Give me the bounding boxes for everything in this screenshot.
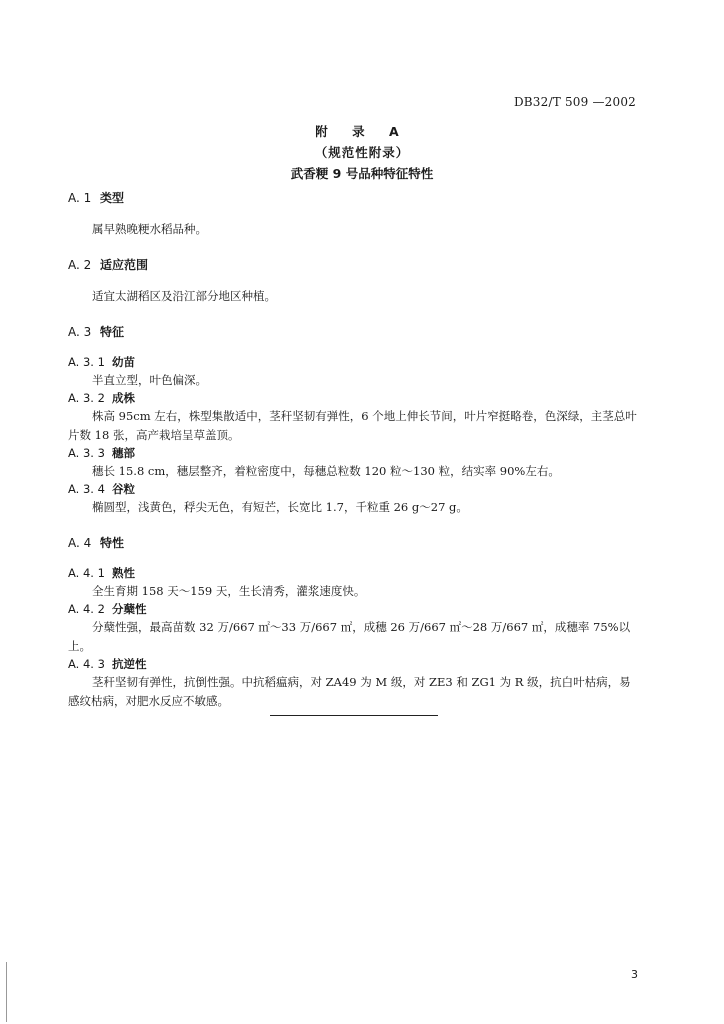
- appendix-title: 武香粳 9 号品种特征特性: [290, 166, 434, 181]
- section-number: A. 4: [68, 536, 92, 550]
- subsection-title: 谷粒: [112, 482, 135, 496]
- subsection-number: A. 3. 1: [68, 355, 105, 369]
- subsection-heading: [68, 390, 638, 407]
- subsection-title: 穗部: [112, 446, 135, 460]
- subsection-paragraph: 株高 95cm 左右，株型集散适中，茎秆坚韧有弹性，6 个地上伸长节间，叶片窄挺略卷，色深绿，主茎总叶片数 18 张，高产栽培呈草盖顶。: [68, 409, 637, 442]
- section-heading: [68, 321, 638, 343]
- section-title: 类型: [100, 191, 125, 205]
- subsection-heading: [68, 445, 638, 462]
- subsection-heading: [68, 656, 638, 673]
- section-heading: [68, 254, 638, 276]
- page-number: 3: [631, 968, 638, 981]
- subsection-paragraph: 椭圆型，浅黄色，稃尖无色，有短芒，长宽比 1.7，千粒重 26 g～27 g。: [92, 500, 468, 514]
- subsection-number: A. 4. 3: [68, 657, 105, 671]
- subsection-number: A. 4. 1: [68, 566, 105, 580]
- section-title: 适应范围: [100, 258, 149, 272]
- subsection-number: A. 3. 3: [68, 446, 105, 460]
- section-title: 特性: [100, 536, 125, 550]
- section-paragraph: 属早熟晚粳水稻品种。: [92, 222, 207, 236]
- end-rule: [270, 715, 438, 716]
- subsection-title: 分蘖性: [112, 602, 147, 616]
- subsection-paragraph: 半直立型，叶色偏深。: [92, 373, 207, 387]
- section-number: A. 1: [68, 191, 92, 205]
- section-title: 特征: [100, 325, 125, 339]
- appendix-label: 附 录 A: [315, 124, 409, 139]
- subsection-number: A. 3. 4: [68, 482, 105, 496]
- standard-code: DB32/T 509 —2002: [513, 95, 636, 109]
- section-heading: [68, 532, 638, 554]
- section-paragraph: 适宜太湖稻区及沿江部分地区种植。: [92, 289, 276, 303]
- appendix-heading: [0, 121, 724, 184]
- section-number: A. 3: [68, 325, 92, 339]
- subsection-title: 幼苗: [112, 355, 135, 369]
- appendix-type: （规范性附录）: [314, 145, 410, 160]
- subsection-heading: [68, 565, 638, 582]
- subsection-paragraph: 分蘖性强，最高苗数 32 万/667 ㎡～33 万/667 ㎡，成穗 26 万/667 ㎡～28 万/667 ㎡，成穗率 75%以上。: [68, 620, 631, 653]
- subsection-number: A. 3. 2: [68, 391, 105, 405]
- subsection-paragraph: 穗长 15.8 cm，穗层整齐，着粒密度中，每穗总粒数 120 粒～130 粒，结实率 90%左右。: [92, 464, 560, 478]
- subsection-paragraph: 茎秆坚韧有弹性，抗倒性强。中抗稻瘟病，对 ZA49 为 M 级，对 ZE3 和 ZG1 为 R 级，抗白叶枯病，易感纹枯病，对肥水反应不敏感。: [68, 675, 631, 708]
- section-number: A. 2: [68, 258, 92, 272]
- subsection-title: 成株: [112, 391, 135, 405]
- section-heading: [68, 187, 638, 209]
- subsection-title: 抗逆性: [112, 657, 147, 671]
- subsection-number: A. 4. 2: [68, 602, 105, 616]
- subsection-title: 熟性: [112, 566, 135, 580]
- document-body: [68, 187, 638, 711]
- subsection-paragraph: 全生育期 158 天～159 天，生长清秀，灌浆速度快。: [92, 584, 366, 598]
- subsection-heading: [68, 481, 638, 498]
- subsection-heading: [68, 354, 638, 371]
- subsection-heading: [68, 601, 638, 618]
- scan-edge-mark: [6, 962, 7, 1022]
